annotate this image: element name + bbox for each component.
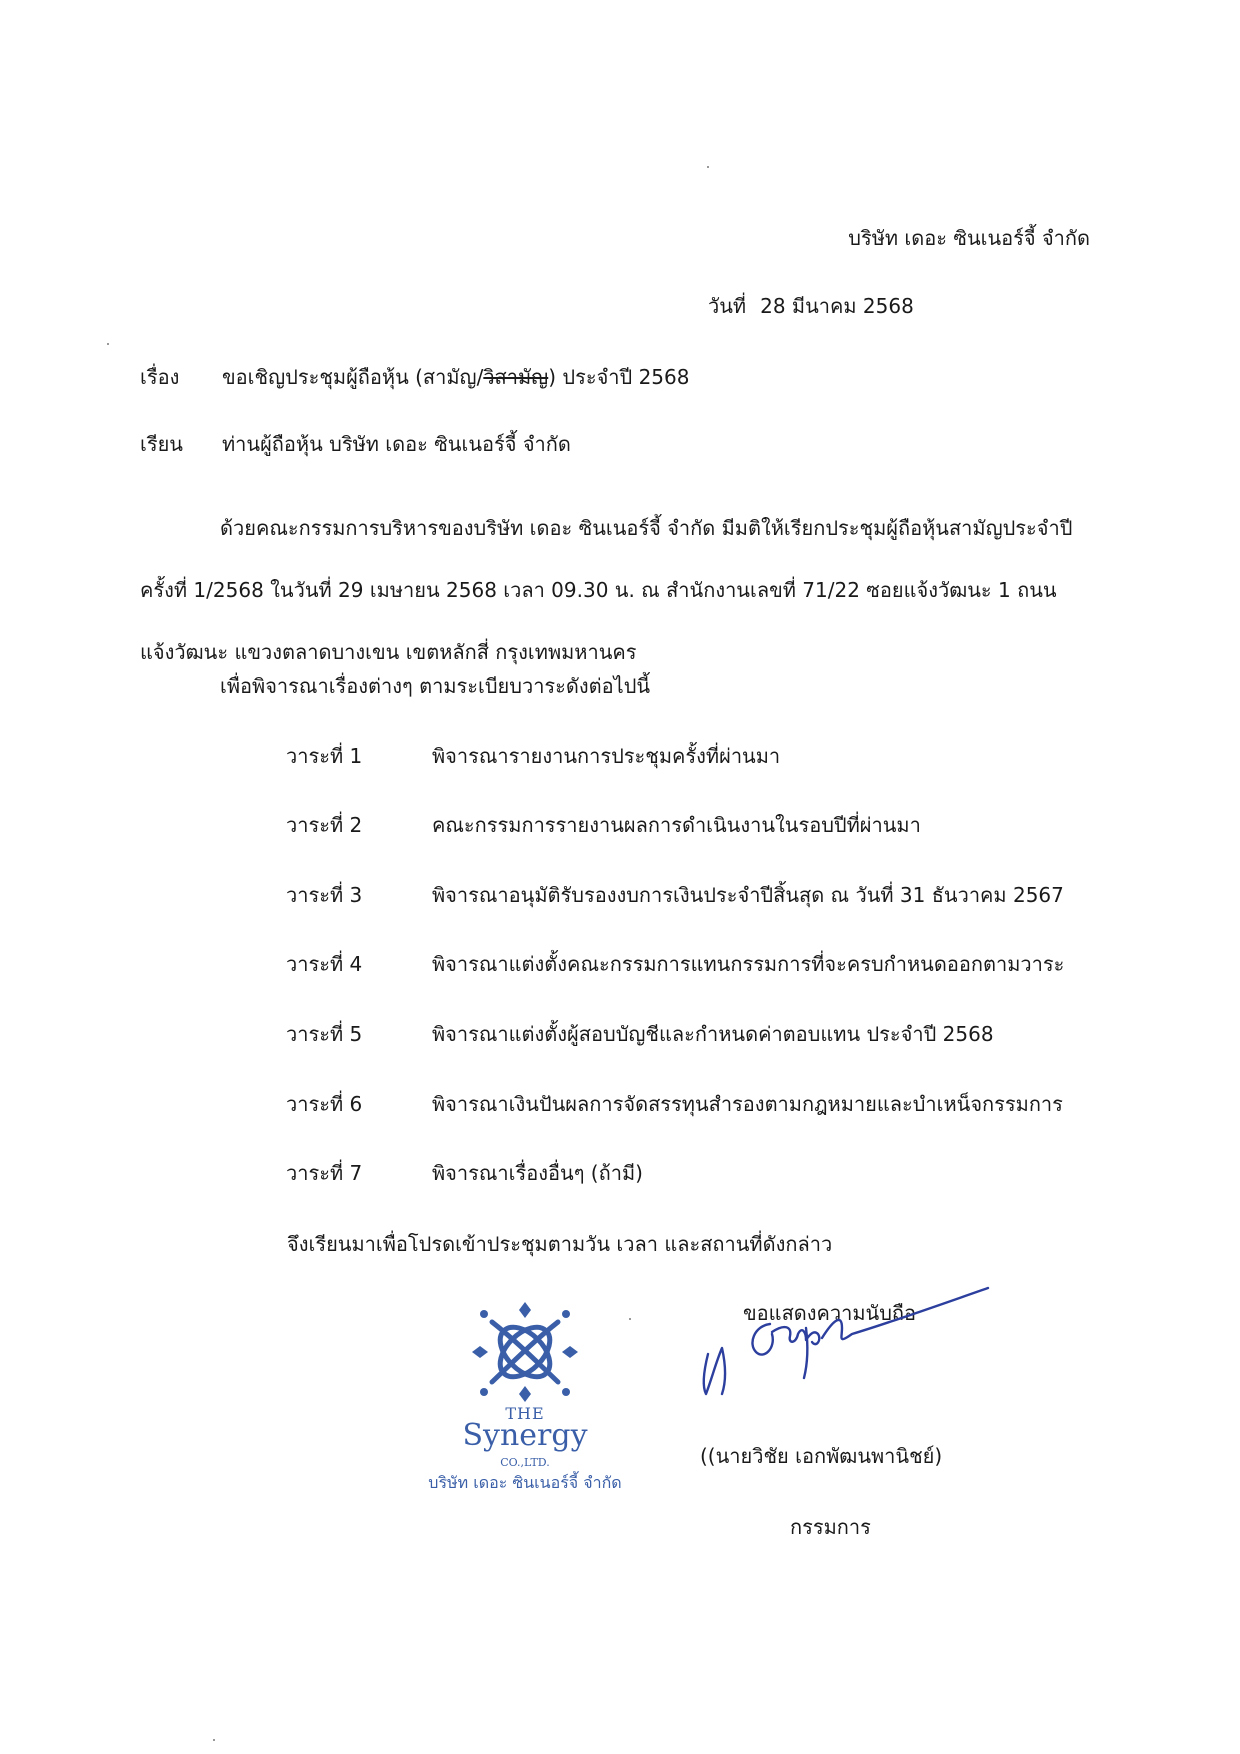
logo-synergy-text: Synergy	[462, 1418, 588, 1453]
logo-the-text: THE	[505, 1404, 545, 1423]
salutation-text: ท่านผู้ถือหุ้น บริษัท เดอะ ซินเนอร์จี้ จำกัด	[222, 432, 571, 456]
agenda-item	[0, 948, 1240, 988]
synergy-knot-icon	[470, 1300, 580, 1405]
agenda-number: วาระที่ 3	[286, 883, 363, 907]
subject-label: เรื่อง	[140, 365, 180, 389]
subject-struck-text: วิสามัญ	[483, 365, 549, 389]
agenda-item	[0, 1088, 1240, 1128]
agenda-text: พิจารณาแต่งตั้งคณะกรรมการแทนกรรมการที่จะครบกำหนดออกตามวาระ	[432, 952, 1065, 976]
signer-name: ((นายวิชัย เอกพัฒนพานิชย์)	[700, 1444, 943, 1468]
agenda-item	[0, 1018, 1240, 1058]
agenda-text: พิจารณาเงินปันผลการจัดสรรทุนสำรองตามกฎหมายและบำเหน็จกรรมการ	[432, 1092, 1063, 1116]
agenda-intro: เพื่อพิจารณาเรื่องต่างๆ ตามระเบียบวาระดังต่อไปนี้	[220, 674, 651, 698]
agenda-number: วาระที่ 7	[286, 1161, 363, 1185]
logo-thai-text: บริษัท เดอะ ซินเนอร์จี้ จำกัด	[428, 1473, 622, 1492]
agenda-number: วาระที่ 4	[286, 952, 363, 976]
signer-title: กรรมการ	[790, 1515, 871, 1539]
closing-sentence: จึงเรียนมาเพื่อโปรดเข้าประชุมตามวัน เวลา และสถานที่ดังกล่าว	[287, 1232, 833, 1256]
agenda-text: พิจารณาเรื่องอื่นๆ (ถ้ามี)	[432, 1161, 643, 1185]
agenda-item	[0, 879, 1240, 919]
agenda-number: วาระที่ 6	[286, 1092, 363, 1116]
scan-speck	[629, 1318, 631, 1320]
agenda-item	[0, 809, 1240, 849]
salutation-label: เรียน	[140, 432, 183, 456]
agenda-number: วาระที่ 1	[286, 744, 363, 768]
company-name-header: บริษัท เดอะ ซินเนอร์จี้ จำกัด	[848, 226, 1090, 250]
agenda-number: วาระที่ 2	[286, 813, 363, 837]
agenda-text: พิจารณาแต่งตั้งผู้สอบบัญชีและกำหนดค่าตอบแทน ประจำปี 2568	[432, 1022, 994, 1046]
letter-date	[708, 290, 914, 322]
agenda-number: วาระที่ 5	[286, 1022, 363, 1046]
handwritten-signature	[692, 1282, 1012, 1402]
date-label: วันที่	[708, 294, 747, 318]
scan-speck	[707, 166, 709, 168]
agenda-item	[0, 1157, 1240, 1197]
agenda-text: คณะกรรมการรายงานผลการดำเนินงานในรอบปีที่ผ่านมา	[432, 813, 921, 837]
regards-text: ขอแสดงความนับถือ	[743, 1301, 917, 1325]
agenda-text: พิจารณาอนุมัติรับรองงบการเงินประจำปีสิ้นสุด ณ วันที่ 31 ธันวาคม 2567	[432, 883, 1064, 907]
agenda-item	[0, 740, 1240, 780]
scan-speck	[107, 343, 109, 345]
subject-text-after: ) ประจำปี 2568	[548, 365, 690, 389]
agenda-text: พิจารณารายงานการประชุมครั้งที่ผ่านมา	[432, 744, 781, 768]
body-paragraph: ด้วยคณะกรรมการบริหารของบริษัท เดอะ ซินเนอร์จี้ จำกัด มีมติให้เรียกประชุมผู้ถือหุ้นสามัญประจำปี ครั้งที่ 1/2568 ในวันที่ 29 เมษายน 2568 เวลา 09.30 น. ณ สำนักงานเลขที่ 71/22 ซอยแจ้งวัฒนะ 1 ถนนแจ้งวัฒนะ แขวงตลาดบางเขน เขตหลักสี่ กรุงเทพมหานคร	[140, 516, 1073, 664]
subject-text-before: ขอเชิญประชุมผู้ถือหุ้น (สามัญ/	[222, 365, 484, 389]
subject-text	[222, 361, 689, 393]
logo-co-text: CO.,LTD.	[500, 1456, 550, 1469]
scan-speck	[213, 1739, 215, 1741]
date-value: 28 มีนาคม 2568	[760, 294, 914, 318]
company-logo	[410, 1300, 640, 1500]
